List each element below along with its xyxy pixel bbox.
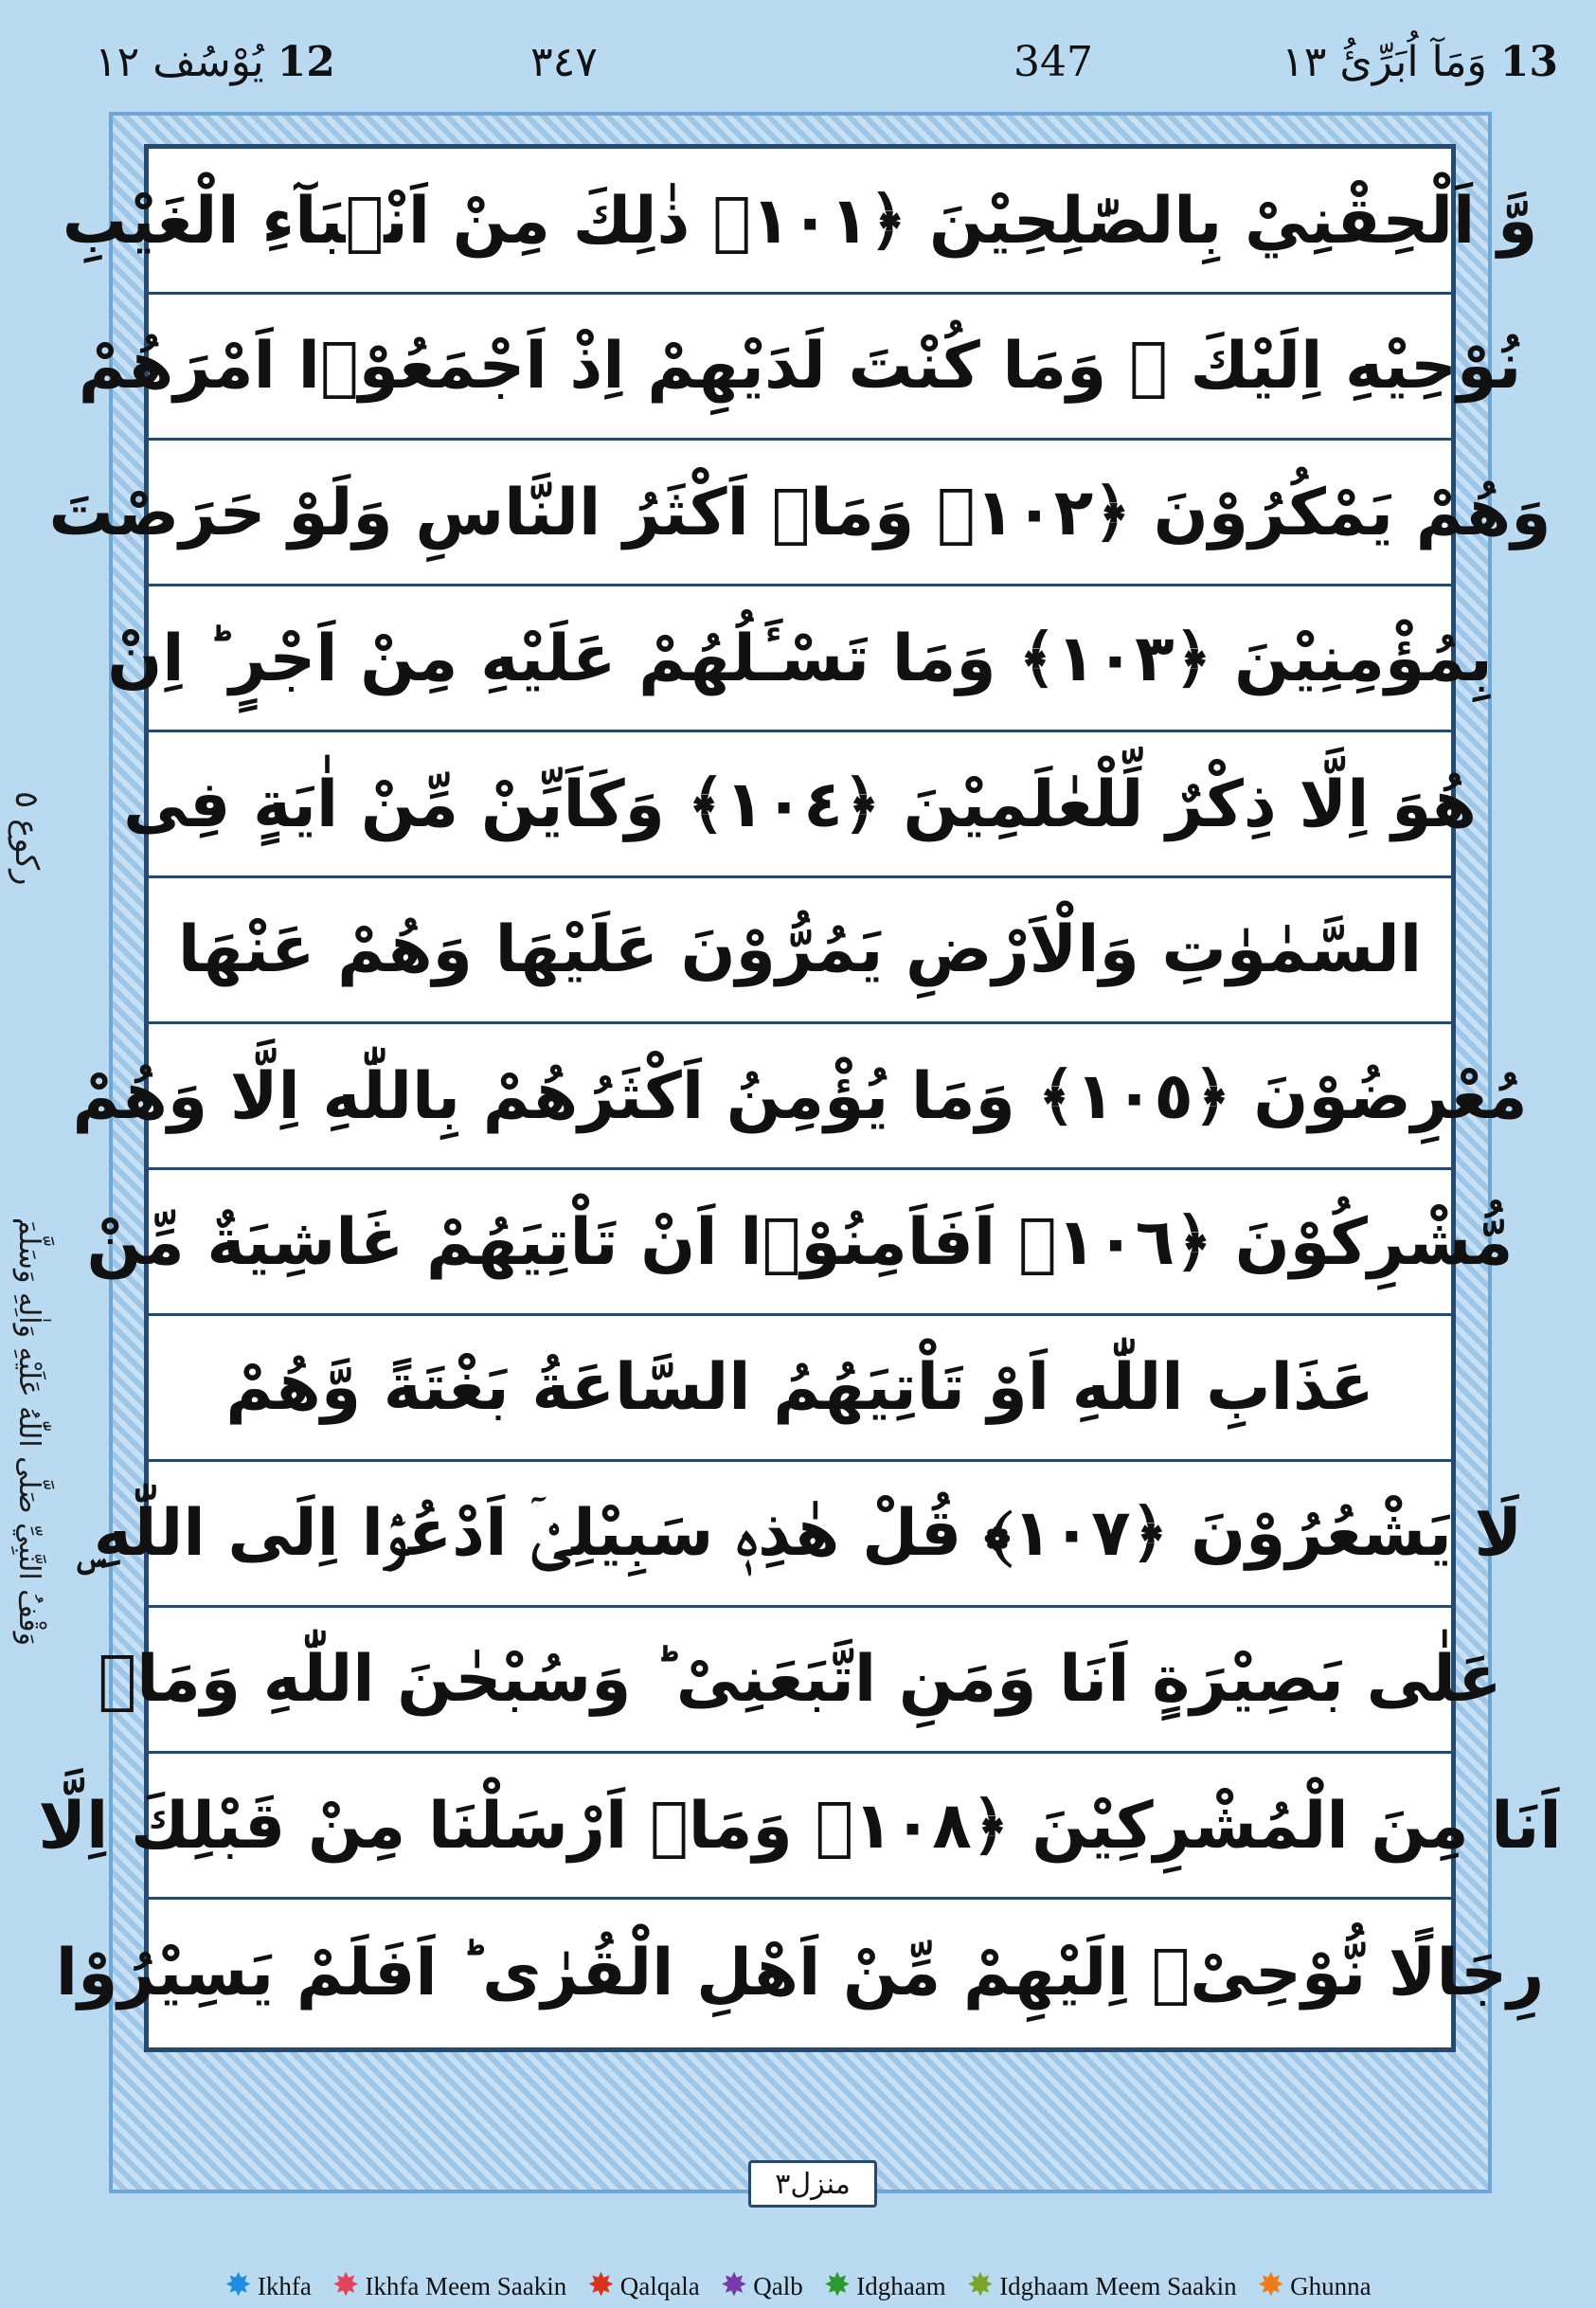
ayah-line-12: اَنَا مِنَ الْمُشْرِكِيْنَ ﴿١٠٨﴾ وَمَاۤ اَرْسَلْنَا مِنْ قَبْلِكَ اِلَّا — [149, 1754, 1451, 1900]
legend-item-ghunna — [1258, 2270, 1372, 2302]
ayah-line-1: وَّ اَلْحِقْنِيْ بِالصّٰلِحِيْنَ ﴿١٠١﴾ ذٰلِكَ مِنْ اَنْۢبَآءِ الْغَيْبِ — [149, 149, 1451, 295]
surah-name: يُوْسُف — [152, 38, 264, 86]
juz-number-arabic: ١٣ — [1282, 38, 1327, 86]
star-icon: ✸ — [966, 2268, 995, 2303]
waqf-note: وَقْفُ النَّبِيِّ صَلَّى اللّٰهُ عَلَيْهِ وَاٰلِهِ وَسَلَّمَ — [12, 1217, 45, 1647]
juz-number: 13 — [1499, 38, 1558, 86]
legend-label: Qalb — [753, 2271, 803, 2300]
legend-label: Ghunna — [1290, 2271, 1372, 2300]
juz-name: وَمَآ اُبَرِّئُ — [1339, 38, 1487, 86]
tajweed-legend — [0, 2264, 1596, 2308]
legend-label: Ikhfa — [257, 2271, 312, 2300]
ruku-marker: ركوع ٥ — [8, 791, 45, 886]
star-icon: ✸ — [823, 2268, 852, 2303]
surah-number-arabic: ١٢ — [95, 38, 140, 86]
star-icon: ✸ — [332, 2268, 360, 2303]
page-header — [0, 0, 1596, 123]
legend-label: Qalqala — [619, 2271, 700, 2300]
ayah-line-8: مُّشْرِكُوْنَ ﴿١٠٦﴾ اَفَاَمِنُوْۤا اَنْ تَاْتِيَهُمْ غَاشِيَةٌ مِّنْ — [149, 1170, 1451, 1316]
ayah-line-2: نُوْحِيْهِ اِلَيْكَ ۚ وَمَا كُنْتَ لَدَيْهِمْ اِذْ اَجْمَعُوْۤا اَمْرَهُمْ — [149, 295, 1451, 441]
legend-label: Idghaam — [856, 2271, 946, 2300]
ayah-line-4: بِمُؤْمِنِيْنَ ﴿١٠٣﴾ وَمَا تَسْـَٔلُهُمْ عَلَيْهِ مِنْ اَجْرٍ ؕ اِنْ — [149, 586, 1451, 732]
star-icon: ✸ — [224, 2268, 252, 2303]
ayah-line-13: رِجَالًا نُّوْحِىْۤ اِلَيْهِمْ مِّنْ اَهْلِ الْقُرٰى ؕ اَفَلَمْ يَسِيْرُوْا — [55, 1935, 1545, 2010]
legend-item-ikhfa — [224, 2270, 311, 2302]
legend-label: Idghaam Meem Saakin — [999, 2271, 1237, 2300]
ayah-line-5: هُوَ اِلَّا ذِكْرٌ لِّلْعٰلَمِيْنَ ﴿١٠٤﴾ وَكَاَيِّنْ مِّنْ اٰيَةٍ فِى — [149, 732, 1451, 878]
star-icon: ✸ — [1257, 2268, 1285, 2303]
legend-label: Ikhfa Meem Saakin — [365, 2271, 567, 2300]
ayah-line-3: وَهُمْ يَمْكُرُوْنَ ﴿١٠٢﴾ وَمَاۤ اَكْثَرُ النَّاسِ وَلَوْ حَرَصْتَ — [149, 441, 1451, 586]
juz-heading — [1282, 38, 1558, 86]
ayah-line-9: عَذَابِ اللّٰهِ اَوْ تَاْتِيَهُمُ السَّاعَةُ بَغْتَةً وَّهُمْ — [149, 1316, 1451, 1462]
page-number-arabic: ٣٤٧ — [530, 38, 598, 86]
star-icon: ✸ — [720, 2268, 748, 2303]
ayah-line-6: السَّمٰوٰتِ وَالْاَرْضِ يَمُرُّوْنَ عَلَيْهَا وَهُمْ عَنْهَا — [149, 878, 1451, 1024]
surah-number: 12 — [277, 38, 335, 86]
legend-item-idghaam — [824, 2270, 946, 2302]
surah-heading — [95, 38, 335, 86]
quran-text-page — [38, 144, 1562, 2052]
legend-item-ikhfa-meem-saakin — [332, 2270, 566, 2302]
page-number: 347 — [1013, 38, 1093, 86]
legend-item-qalqala — [587, 2270, 699, 2302]
ayah-line-11: عَلٰى بَصِيْرَةٍ اَنَا وَمَنِ اتَّبَعَنِىْ ؕ وَسُبْحٰنَ اللّٰهِ وَمَاۤ — [149, 1608, 1451, 1754]
legend-item-qalb — [721, 2270, 803, 2302]
legend-item-idghaam-meem-saakin — [967, 2270, 1237, 2302]
ayah-line-10: لَا يَشْعُرُوْنَ ﴿١٠٧﴾ قُلْ هٰذِهٖ سَبِيْلِىْۤ اَدْعُوْۤا اِلَى اللّٰهِ ۣ — [149, 1462, 1451, 1608]
ayah-line-7: مُعْرِضُوْنَ ﴿١٠٥﴾ وَمَا يُؤْمِنُ اَكْثَرُهُمْ بِاللّٰهِ اِلَّا وَهُمْ — [149, 1024, 1451, 1170]
star-icon: ✸ — [587, 2268, 615, 2303]
manzil-label: منزل٣ — [748, 2160, 877, 2208]
